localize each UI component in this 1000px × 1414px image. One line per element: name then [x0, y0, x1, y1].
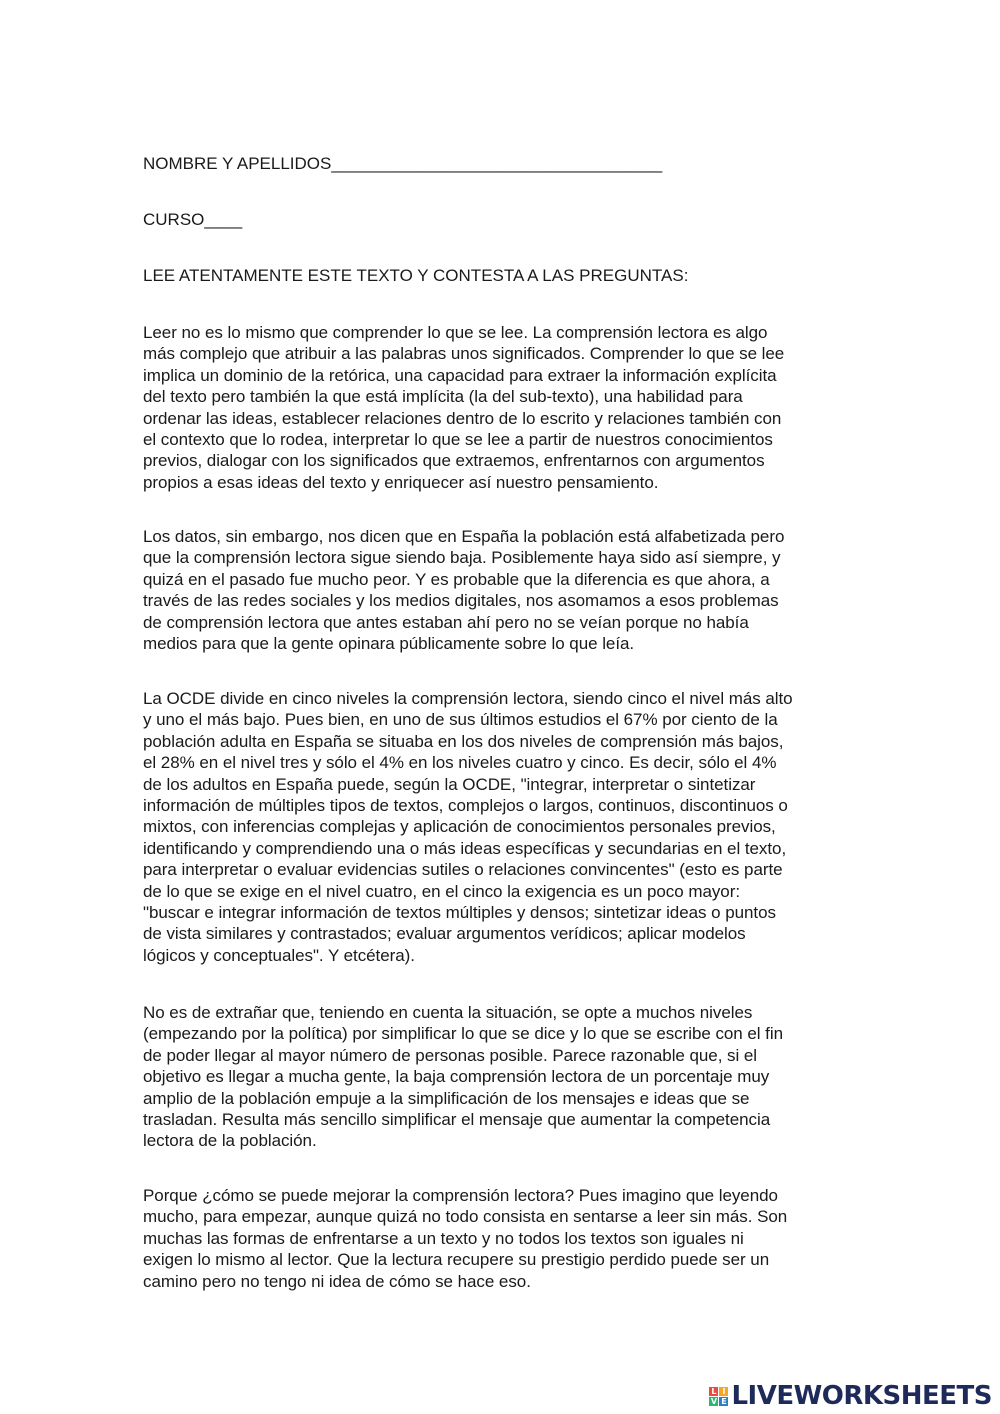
paragraph-2: Los datos, sin embargo, nos dicen que en España la población está alfabetizada pero que la comprensión lectora sigue siendo baja. Posiblemente haya sido así siempre, y quizá en el pasado fue mucho peor. Y es probable que la diferencia es que ahora, a través de las redes sociales y los medios digitales, nos asomamos a esos problemas de comprensión lectora que antes estaban ahí pero no se veían porque no había medios para que la gente opinara públicamente sobre lo que leía.: [143, 527, 785, 654]
paragraph-1: Leer no es lo mismo que comprender lo que se lee. La comprensión lectora es algo más complejo que atribuir a las palabras unos significados. Comprender lo que se lee implica un dominio de la retórica, una capacidad para extraer la información explícita del texto pero también la que está implícita (la del sub-texto), una habilidad para ordenar las ideas, establecer relaciones dentro de lo escrito y relaciones también con el contexto que lo rodea, interpretar lo que se lee a partir de nuestros conocimientos previos, dialogar con los significados que extraemos, enfrentarnos con argumentos propios a esas ideas del texto y enriquecer así nuestro pensamiento.: [143, 323, 785, 492]
course-field-label: CURSO____: [143, 210, 243, 229]
logo-mark-icon: [709, 1387, 728, 1406]
name-field-label: NOMBRE Y APELLIDOS___________________________________: [143, 154, 663, 173]
paragraph-5: Porque ¿cómo se puede mejorar la comprensión lectora? Pues imagino que leyendo mucho, para empezar, aunque quizá no todo consista en sentarse a leer sin más. Son muchas las formas de enfrentarse a un texto y no todos los textos son iguales ni exigen lo mismo al lector. Que la lectura recupere su prestigio perdido puede ser un camino pero no tengo ni idea de cómo se hace eso.: [143, 1186, 788, 1291]
logo-letter-v: V: [710, 1396, 718, 1406]
logo-text: LIVEWORKSHEETS: [731, 1381, 992, 1411]
logo-letter-e: E: [721, 1396, 727, 1406]
logo-letter-l: L: [711, 1386, 717, 1396]
paragraph-4: No es de extrañar que, teniendo en cuenta la situación, se opte a muchos niveles (empezando por la política) por simplificar lo que se dice y lo que se escribe con el fin de poder llegar al mayor número de personas posible. Parece razonable que, si el objetivo es llegar a mucha gente, la baja comprensión lectora de un porcentaje muy amplio de la población empuje a la simplificación de los mensajes e ideas que se trasladan. Resulta más sencillo simplificar el mensaje que aumentar la competencia lectora de la población.: [143, 1003, 783, 1151]
paragraph-3: La OCDE divide en cinco niveles la comprensión lectora, siendo cinco el nivel más alto y uno el más bajo. Pues bien, en uno de sus últimos estudios el 67% por ciento de la población adulta en España se situaba en los dos niveles de comprensión más bajos, el 28% en el nivel tres y sólo el 4% en los niveles cuatro y cinco. Es decir, sólo el 4% de los adultos en España puede, según la OCDE, "integrar, interpretar o sintetizar información de múltiples tipos de textos, complejos o largos, continuos, discontinuos o mixtos, con inferencias complejas y aplicación de conocimientos personales previos, identificando y comprendiendo una o más ideas específicas y secundarias en el texto, para interpretar o evaluar evidencias sutiles o relaciones convincentes" (esto es parte de lo que se exige en el nivel cuatro, en el cinco la exigencia es un poco mayor: "buscar e integrar información de textos múltiples y densos; sintetizar ideas o puntos de vista similares y contrastados; evaluar argumentos verídicos; aplicar modelos lógicos y conceptuales". Y etcétera).: [143, 689, 793, 965]
instruction-heading: LEE ATENTAMENTE ESTE TEXTO Y CONTESTA A LAS PREGUNTAS:: [143, 266, 689, 285]
logo-letter-i: I: [719, 1387, 728, 1396]
liveworksheets-logo: [709, 1381, 992, 1411]
